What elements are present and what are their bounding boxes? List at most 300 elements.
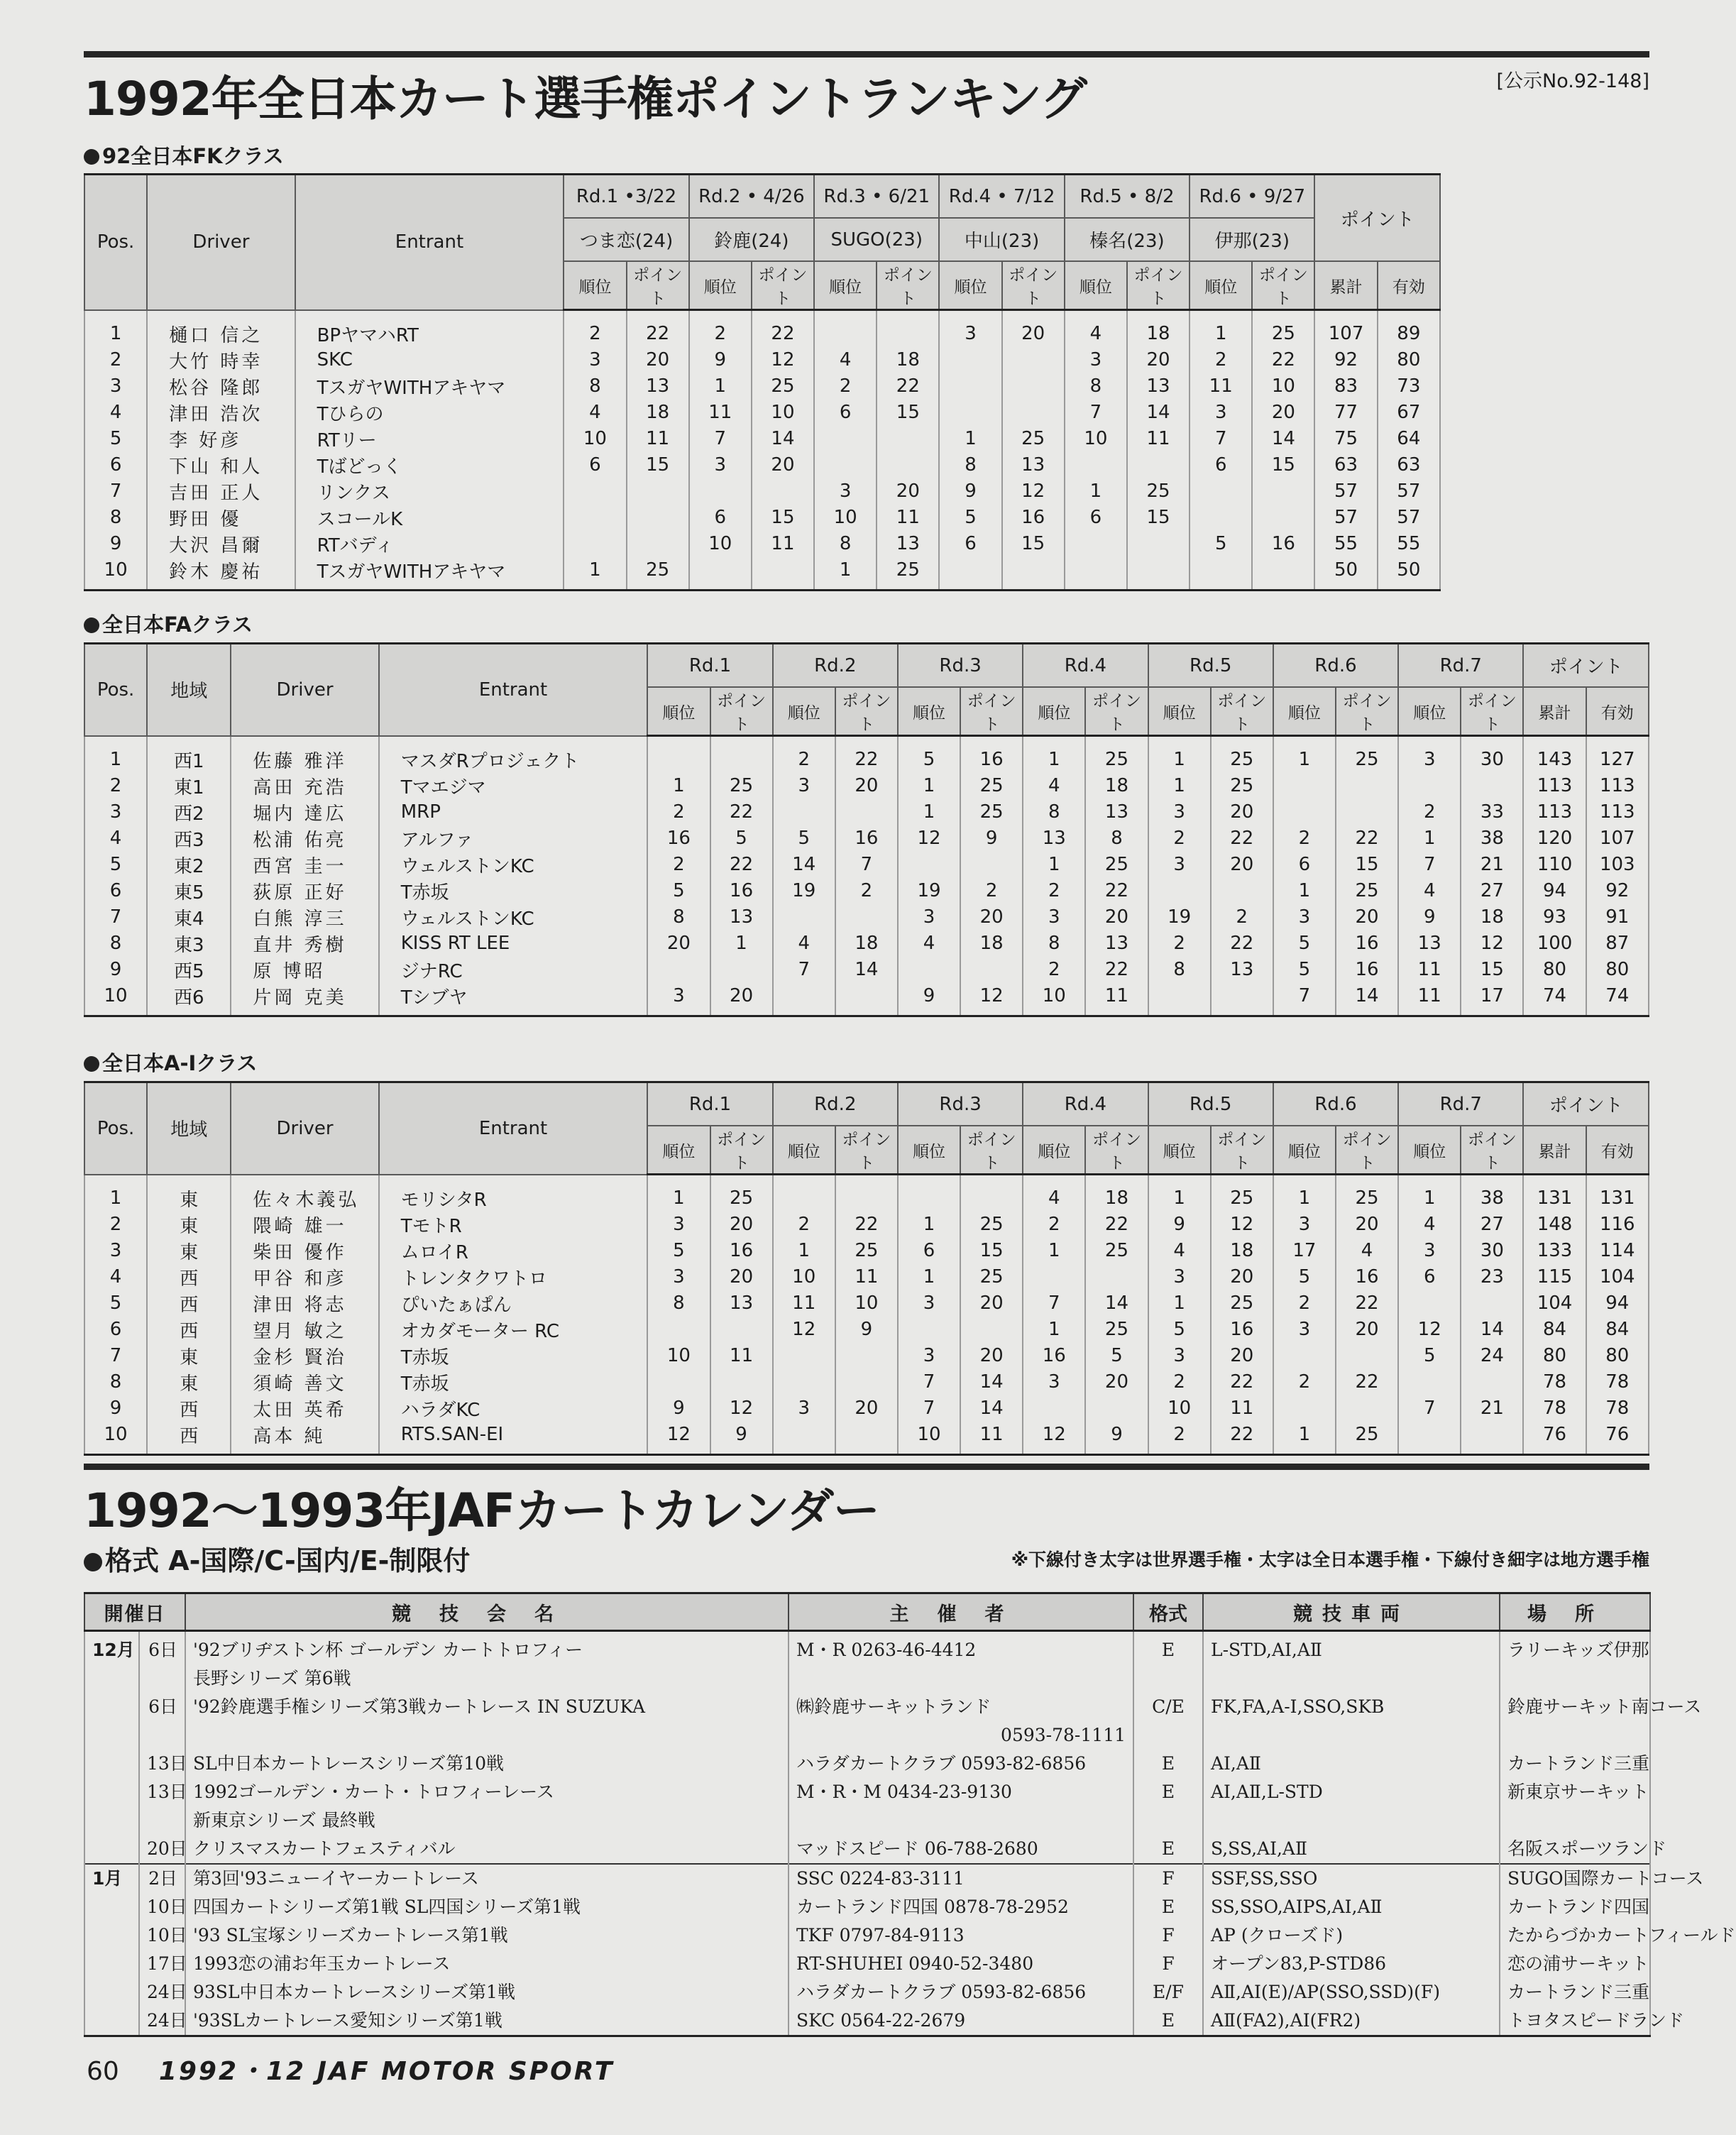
entrant-header: Entrant (379, 644, 648, 736)
month-cell (84, 2007, 139, 2036)
region-cell: 東 (147, 1175, 231, 1212)
entrant-cell: ジナRC (379, 957, 648, 983)
driver-cell: 片岡 克美 (231, 983, 378, 1016)
bullet-icon (84, 149, 99, 165)
rank-cell: 3 (1148, 1264, 1211, 1290)
points-cell: 20 (960, 904, 1023, 931)
rank-cell: 1 (814, 557, 877, 591)
entrant-cell: RTリー (295, 426, 564, 452)
rank-cell (1065, 452, 1127, 478)
rank-subheader: 順位 (1148, 687, 1211, 736)
points-cell: 11 (877, 505, 939, 531)
rank-cell: 3 (898, 904, 960, 931)
rank-cell (814, 426, 877, 452)
points-cell: 22 (1211, 931, 1273, 957)
valid-cell: 80 (1586, 957, 1649, 983)
rank-cell (689, 557, 752, 591)
rank-cell (898, 1175, 960, 1212)
region-cell: 東2 (147, 852, 231, 878)
pos-cell: 1 (84, 310, 147, 347)
table-row (84, 310, 1440, 347)
points-cell (1002, 557, 1065, 591)
table-row (84, 825, 1649, 852)
venue-cell (1500, 1721, 1650, 1750)
calendar-row (84, 1631, 1650, 1665)
points-cell: 30 (1461, 1238, 1523, 1264)
rank-subheader: 順位 (1065, 261, 1127, 310)
rank-cell: 7 (898, 1369, 960, 1395)
rank-cell: 6 (689, 505, 752, 531)
total-cell: 55 (1314, 531, 1377, 557)
points-cell: 25 (1336, 736, 1398, 773)
total-cell: 93 (1523, 904, 1586, 931)
points-cell: 25 (1002, 426, 1065, 452)
driver-cell: 甲谷 和彦 (231, 1264, 378, 1290)
rank-cell: 5 (898, 736, 960, 773)
rank-cell (898, 1317, 960, 1343)
points-cell: 2 (1211, 904, 1273, 931)
region-cell: 東3 (147, 931, 231, 957)
driver-cell: 松浦 佑亮 (231, 825, 378, 852)
points-cell: 15 (1002, 531, 1065, 557)
table-row (84, 1212, 1649, 1238)
rank-cell: 1 (1023, 736, 1085, 773)
month-cell: 12月 (84, 1631, 139, 1665)
entrant-cell: RTS.SAN-EI (379, 1422, 648, 1455)
points-cell: 16 (710, 1238, 773, 1264)
organizer-cell: SKC 0564-22-2679 (789, 2007, 1133, 2036)
entrant-cell: Tひらの (295, 400, 564, 426)
rank-subheader: 順位 (1148, 1126, 1211, 1175)
magazine-name: 1992・12 JAF MOTOR SPORT (158, 2057, 615, 2086)
rank-cell: 7 (1398, 852, 1461, 878)
points-cell (1002, 347, 1065, 373)
points-cell: 22 (752, 310, 814, 347)
pos-cell: 3 (84, 373, 147, 400)
round-header: Rd.6 • 9/27 (1190, 175, 1314, 219)
total-cell: 75 (1314, 426, 1377, 452)
rank-cell: 4 (814, 347, 877, 373)
table-row (84, 1422, 1649, 1455)
valid-cell: 80 (1586, 1343, 1649, 1369)
entrant-cell: BPヤマハRT (295, 310, 564, 347)
rank-cell: 2 (773, 1212, 835, 1238)
points-cell: 20 (835, 773, 898, 799)
points-cell (835, 1343, 898, 1369)
day-cell: 6日 (139, 1631, 185, 1665)
total-cell: 50 (1314, 557, 1377, 591)
valid-cell: 114 (1586, 1238, 1649, 1264)
entrant-cell: ウェルストンKC (379, 852, 648, 878)
rank-cell (1398, 1369, 1461, 1395)
rank-cell: 5 (1148, 1317, 1211, 1343)
event-cell: 四国カートシリーズ第1戦 SL四国シリーズ第1戦 (185, 1893, 789, 1921)
day-cell (139, 1721, 185, 1750)
valid-cell: 80 (1378, 347, 1440, 373)
points-cell: 12 (1002, 478, 1065, 505)
rank-cell (773, 983, 835, 1016)
points-cell: 22 (1336, 825, 1398, 852)
rank-cell: 12 (773, 1317, 835, 1343)
round-header: Rd.7 (1398, 644, 1523, 688)
pos-cell: 6 (84, 878, 147, 904)
driver-cell: 鈴木 慶祐 (147, 557, 295, 591)
points-cell: 13 (710, 904, 773, 931)
region-cell: 西1 (147, 736, 231, 773)
format-cell: E (1133, 1750, 1203, 1778)
rank-cell: 2 (1273, 1290, 1336, 1317)
round-header: Rd.4 (1023, 644, 1148, 688)
format-cell: C/E (1133, 1693, 1203, 1721)
rank-subheader: 順位 (1398, 687, 1461, 736)
rank-cell: 8 (939, 452, 1001, 478)
points-cell (1127, 452, 1190, 478)
driver-cell: 津田 浩次 (147, 400, 295, 426)
rank-subheader: 順位 (773, 687, 835, 736)
ai-section-label: 全日本A-Iクラス (84, 1048, 257, 1077)
rank-cell: 2 (814, 373, 877, 400)
rank-cell (814, 310, 877, 347)
points-cell: 14 (835, 957, 898, 983)
points-cell: 9 (1085, 1422, 1148, 1455)
valid-cell: 57 (1378, 478, 1440, 505)
points-cell: 4 (1336, 1238, 1398, 1264)
rank-cell: 2 (773, 736, 835, 773)
points-cell: 5 (1085, 1343, 1148, 1369)
points-cell (1127, 531, 1190, 557)
venue-header: 伊那(23) (1190, 218, 1314, 261)
rank-cell: 3 (1398, 1238, 1461, 1264)
rank-cell: 1 (1065, 478, 1127, 505)
points-cell: 14 (752, 426, 814, 452)
region-header: 地域 (147, 1082, 231, 1175)
calendar-row (84, 1806, 1650, 1835)
day-cell: 20日 (139, 1835, 185, 1864)
points-cell: 18 (627, 400, 689, 426)
rank-cell: 10 (564, 426, 626, 452)
driver-cell: 野田 優 (147, 505, 295, 531)
rank-cell: 8 (814, 531, 877, 557)
points-cell: 15 (627, 452, 689, 478)
rank-cell: 5 (1190, 531, 1252, 557)
notice-number: [公示No.92-148] (1496, 70, 1649, 92)
venue-cell: たからづかカートフィールド (1500, 1921, 1650, 1950)
rank-cell: 5 (1398, 1343, 1461, 1369)
total-cell: 104 (1523, 1290, 1586, 1317)
rank-subheader: 順位 (1190, 261, 1252, 310)
organizer-cell: RT-SHUHEI 0940-52-3480 (789, 1950, 1133, 1978)
points-cell: 15 (960, 1238, 1023, 1264)
round-header: Rd.2 • 4/26 (689, 175, 814, 219)
rank-cell (1190, 478, 1252, 505)
day-cell: 6日 (139, 1693, 185, 1721)
event-cell: '92鈴鹿選手権シリーズ第3戦カートレース IN SUZUKA (185, 1693, 789, 1721)
points-cell: 18 (835, 931, 898, 957)
rank-cell: 1 (1148, 1290, 1211, 1317)
points-cell: 25 (1085, 1238, 1148, 1264)
points-cell: 16 (1211, 1317, 1273, 1343)
organizer-cell (789, 1806, 1133, 1835)
table-row (84, 557, 1440, 591)
calendar-rule (84, 1464, 1649, 1470)
points-cell: 11 (835, 1264, 898, 1290)
organizer-header: 主催者 (789, 1593, 1133, 1631)
ai-ranking-table (84, 1081, 1649, 1456)
table-row (84, 1264, 1649, 1290)
driver-cell: 太田 英希 (231, 1395, 378, 1422)
venue-header: 榛名(23) (1065, 218, 1190, 261)
points-cell: 14 (960, 1369, 1023, 1395)
organizer-cell: カートランド四国 0878-78-2952 (789, 1893, 1133, 1921)
pos-cell: 7 (84, 904, 147, 931)
day-cell: 24日 (139, 2007, 185, 2036)
rank-cell: 7 (1398, 1395, 1461, 1422)
points-subheader: ポイント (1085, 687, 1148, 736)
points-cell (1211, 983, 1273, 1016)
driver-cell: 高本 純 (231, 1422, 378, 1455)
rank-subheader: 順位 (1273, 1126, 1336, 1175)
month-cell (84, 1978, 139, 2007)
month-cell (84, 1750, 139, 1778)
valid-cell: 74 (1586, 983, 1649, 1016)
rank-cell: 6 (1273, 852, 1336, 878)
points-cell: 13 (710, 1290, 773, 1317)
organizer-cell: マッドスピード 06-788-2680 (789, 1835, 1133, 1864)
entrant-cell: スコールK (295, 505, 564, 531)
points-cell: 16 (1252, 531, 1314, 557)
points-cell (1252, 505, 1314, 531)
rank-cell: 2 (689, 310, 752, 347)
points-cell: 20 (1336, 1212, 1398, 1238)
points-cell (710, 1369, 773, 1395)
round-header: Rd.6 (1273, 1082, 1398, 1126)
pos-cell: 7 (84, 478, 147, 505)
event-cell: '93SLカートレース愛知シリーズ第1戦 (185, 2007, 789, 2036)
points-cell: 16 (1002, 505, 1065, 531)
format-cell: E (1133, 1893, 1203, 1921)
rank-cell: 3 (1273, 1212, 1336, 1238)
pos-cell: 10 (84, 1422, 147, 1455)
points-cell: 25 (710, 773, 773, 799)
points-cell: 25 (1336, 1175, 1398, 1212)
rank-cell: 4 (1148, 1238, 1211, 1264)
points-cell: 22 (1085, 878, 1148, 904)
pos-cell: 3 (84, 799, 147, 825)
month-cell: 1月 (84, 1864, 139, 1893)
pos-cell: 4 (84, 825, 147, 852)
pos-cell: 5 (84, 852, 147, 878)
total-cell: 110 (1523, 852, 1586, 878)
points-cell: 24 (1461, 1343, 1523, 1369)
event-cell: 新東京シリーズ 最終戦 (185, 1806, 789, 1835)
rank-cell (773, 904, 835, 931)
driver-cell: 李 好彦 (147, 426, 295, 452)
total-cell: 120 (1523, 825, 1586, 852)
entrant-cell: ウェルストンKC (379, 904, 648, 931)
points-cell: 25 (960, 773, 1023, 799)
valid-cell: 91 (1586, 904, 1649, 931)
bullet-icon (84, 1553, 102, 1571)
format-cell: E (1133, 1631, 1203, 1665)
total-subheader: 累計 (1523, 687, 1586, 736)
points-cell: 16 (835, 825, 898, 852)
day-cell: 24日 (139, 1978, 185, 2007)
valid-cell: 131 (1586, 1175, 1649, 1212)
points-cell: 20 (1211, 852, 1273, 878)
driver-cell: 吉田 正人 (147, 478, 295, 505)
points-cell: 2 (960, 878, 1023, 904)
rank-subheader: 順位 (647, 1126, 710, 1175)
points-cell (710, 1317, 773, 1343)
rank-cell: 3 (647, 983, 710, 1016)
rank-cell: 1 (1273, 878, 1336, 904)
rank-cell: 11 (773, 1290, 835, 1317)
rank-cell: 2 (1148, 825, 1211, 852)
driver-cell: 佐藤 雅洋 (231, 736, 378, 773)
pos-cell: 5 (84, 426, 147, 452)
rank-cell (939, 400, 1001, 426)
rank-cell: 1 (1023, 1317, 1085, 1343)
points-subheader: ポイント (835, 687, 898, 736)
points-cell: 25 (877, 557, 939, 591)
points-cell: 14 (1252, 426, 1314, 452)
entrant-cell: リンクス (295, 478, 564, 505)
pos-cell: 1 (84, 736, 147, 773)
rank-cell: 8 (564, 373, 626, 400)
format-cell (1133, 1806, 1203, 1835)
points-cell: 12 (1461, 931, 1523, 957)
points-cell: 15 (1127, 505, 1190, 531)
points-cell: 13 (1002, 452, 1065, 478)
points-subheader: ポイント (1002, 261, 1065, 310)
entrant-cell: トレンタクワトロ (379, 1264, 648, 1290)
fk-ranking-table (84, 173, 1441, 591)
driver-cell: 堀内 達広 (231, 799, 378, 825)
points-cell: 20 (1002, 310, 1065, 347)
round-header: Rd.3 (898, 644, 1023, 688)
driver-header: Driver (231, 1082, 378, 1175)
rank-cell: 2 (1148, 1422, 1211, 1455)
points-header: ポイント (1314, 175, 1440, 262)
points-cell: 22 (835, 1212, 898, 1238)
rank-cell: 1 (1273, 736, 1336, 773)
points-header: ポイント (1523, 644, 1649, 688)
valid-cell: 55 (1378, 531, 1440, 557)
points-cell: 12 (960, 983, 1023, 1016)
valid-cell: 50 (1378, 557, 1440, 591)
total-cell: 143 (1523, 736, 1586, 773)
format-note: 格式 A-国際/C-国内/E-制限付 (84, 1539, 470, 1578)
rank-cell: 6 (814, 400, 877, 426)
points-cell: 21 (1461, 852, 1523, 878)
total-cell: 57 (1314, 505, 1377, 531)
points-cell: 18 (1461, 904, 1523, 931)
points-cell: 16 (1336, 957, 1398, 983)
total-cell: 78 (1523, 1395, 1586, 1422)
round-header: Rd.1 (647, 644, 772, 688)
region-cell: 東 (147, 1343, 231, 1369)
valid-cell: 94 (1586, 1290, 1649, 1317)
rank-cell: 6 (1065, 505, 1127, 531)
pos-cell: 5 (84, 1290, 147, 1317)
rank-cell: 10 (689, 531, 752, 557)
points-cell: 12 (1211, 1212, 1273, 1238)
rank-cell (898, 852, 960, 878)
day-cell (139, 1664, 185, 1693)
points-subheader: ポイント (877, 261, 939, 310)
points-subheader: ポイント (1461, 687, 1523, 736)
rank-cell: 9 (689, 347, 752, 373)
round-header: Rd.3 • 6/21 (814, 175, 939, 219)
points-subheader: ポイント (1211, 687, 1273, 736)
points-cell: 5 (710, 825, 773, 852)
points-cell: 25 (960, 799, 1023, 825)
rank-cell: 1 (1273, 1175, 1336, 1212)
points-cell: 13 (1211, 957, 1273, 983)
points-cell (1002, 373, 1065, 400)
round-header: Rd.2 (773, 1082, 898, 1126)
organizer-cell: SSC 0224-83-3111 (789, 1864, 1133, 1893)
format-cell: E (1133, 1778, 1203, 1806)
rank-cell: 7 (1190, 426, 1252, 452)
venue-cell (1500, 1664, 1650, 1693)
rank-cell: 12 (1023, 1422, 1085, 1455)
points-cell: 14 (1461, 1317, 1523, 1343)
region-cell: 東4 (147, 904, 231, 931)
points-cell: 25 (752, 373, 814, 400)
rank-cell: 4 (1065, 310, 1127, 347)
valid-cell: 57 (1378, 505, 1440, 531)
organizer-cell: ハラダカートクラブ 0593-82-6856 (789, 1750, 1133, 1778)
bullet-icon (84, 618, 99, 633)
driver-cell: 白熊 淳三 (231, 904, 378, 931)
table-row (84, 478, 1440, 505)
calendar-legend: ※下線付き太字は世界選手権・太字は全日本選手権・下線付き細字は地方選手権 (1011, 1549, 1649, 1570)
pos-cell: 9 (84, 1395, 147, 1422)
venue-cell: 名阪スポーツランド (1500, 1835, 1650, 1864)
rank-cell: 8 (1065, 373, 1127, 400)
rank-subheader: 順位 (564, 261, 626, 310)
rank-subheader: 順位 (773, 1126, 835, 1175)
rank-cell: 9 (939, 478, 1001, 505)
table-row (84, 373, 1440, 400)
rank-cell: 3 (647, 1264, 710, 1290)
rank-cell: 3 (898, 1290, 960, 1317)
format-cell (1133, 1664, 1203, 1693)
rank-cell: 7 (773, 957, 835, 983)
points-cell (627, 478, 689, 505)
rank-cell: 2 (564, 310, 626, 347)
day-cell (139, 1806, 185, 1835)
venue-header: 中山(23) (939, 218, 1064, 261)
format-cell: F (1133, 1950, 1203, 1978)
points-cell: 20 (1336, 904, 1398, 931)
points-cell (1336, 1395, 1398, 1422)
points-cell: 25 (1085, 736, 1148, 773)
points-cell: 20 (960, 1343, 1023, 1369)
points-cell: 25 (960, 1264, 1023, 1290)
rank-cell (1148, 878, 1211, 904)
calendar-row (84, 2007, 1650, 2036)
venue-cell: カートランド四国 (1500, 1893, 1650, 1921)
points-cell: 20 (1211, 1264, 1273, 1290)
rank-cell: 7 (1023, 1290, 1085, 1317)
table-row (84, 1238, 1649, 1264)
total-cell: 80 (1523, 957, 1586, 983)
rank-cell: 4 (564, 400, 626, 426)
table-row (84, 1343, 1649, 1369)
rank-cell: 8 (1148, 957, 1211, 983)
